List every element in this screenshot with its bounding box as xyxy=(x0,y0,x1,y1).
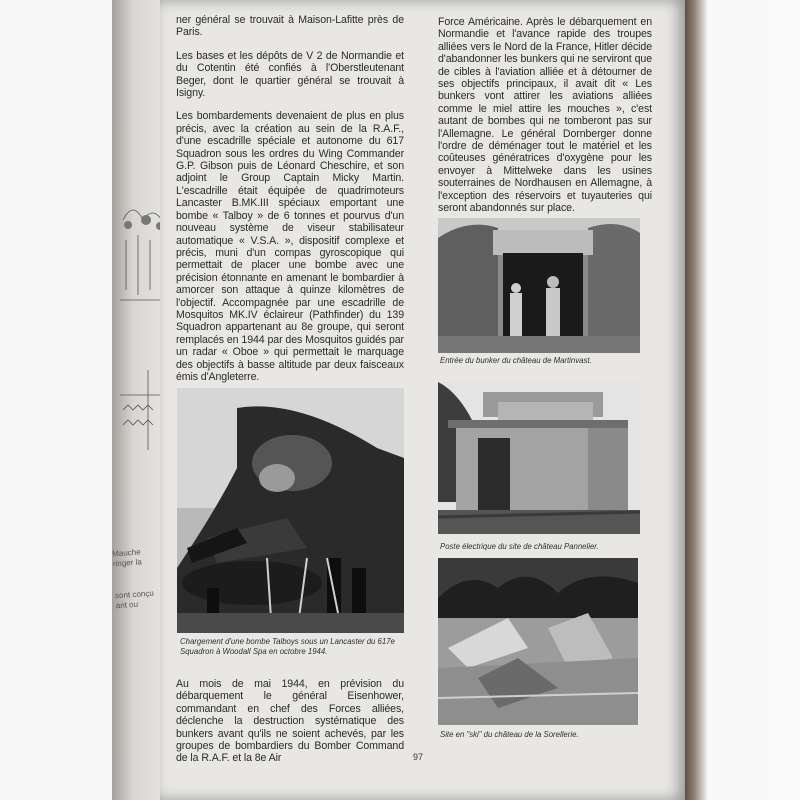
paragraph-1: ner général se trouvait à Maison-Lafitte près de Paris. xyxy=(176,14,404,39)
left-bottom-paragraph: Au mois de mai 1944, en prévision du débarquement le général Eisenhower, commandant en chef des Forces alliées, déclenche la destruction systématique des bunkers avant qu'ils ne soient achevés, par les groupes de bombardiers du Bomber Command de la R.A.F. et la 8e Air xyxy=(176,678,404,765)
page-number: 97 xyxy=(413,752,424,762)
sorellerie-image xyxy=(438,558,638,725)
photo-martinvast xyxy=(438,218,640,353)
paragraph-3: Les bombardements devenaient de plus en plus précis, avec la création au sein de la R.A.F., d'une escadrille spéciale et autonome du 617 Squadron sous les ordres du Wing Commander G.P. Gibson puis de Léonard Cheschire, et son adjoint le Group Captain Micky Martin. L'escadrille était équipée de quadrimoteurs Lancaster B.MK.III spéciaux emportant une bombe « Talboy » de 6 tonnes et pourvus d'un nouveau système de viseur stabilisateur automatique « V.S.A. », dispositif complexe et précis, muni d'un compas gyroscopique qui permettait de placer une bombe avec une précision étonnante en amenant le bombardier à amorcer son attaque à quinze kilomètres de l'objectif. Accompagnée par une escadrille de Mosquitos MK.IV éclaireur (Pathfinder) du 139 Squadron appartenant au 8e groupe, qui seront remplacés en 1944 par des Mosquitos guidés par un radar « Oboe » qui permettait le marquage des objectifs à basse altitude par deux faisceaux émis d'Angleterre. xyxy=(176,110,404,383)
photo-pannelier xyxy=(438,382,640,534)
photo-lancaster xyxy=(177,388,404,633)
caption-lancaster: Chargement d'une bombe Talboys sous un Lancaster du 617e Squadron à Woodall Spa en octobre 1944. xyxy=(180,637,395,656)
paragraph-2: Les bases et les dépôts de V 2 de Normandie et du Cotentin été confiés à l'Oberstleutenant Beger, dont le quartier général se trouvait à Isigny. xyxy=(176,49,404,100)
background-left xyxy=(0,0,120,800)
background-right xyxy=(685,0,800,800)
pannelier-image xyxy=(438,382,640,534)
caption-martinvast: Entrée du bunker du château de Martinvast. xyxy=(440,356,592,365)
lancaster-image xyxy=(177,388,404,633)
prev-page-fragment-1: Mauche xyxy=(112,547,141,559)
caption-sorellerie: Site en "ski" du château de la Sorellerie. xyxy=(440,730,579,739)
prev-page-fragment-3: sont conçu xyxy=(114,588,155,601)
prev-page-fragment-2: ringer la xyxy=(112,557,143,569)
prev-page-fragment-4: ant ou xyxy=(115,599,139,611)
photo-sorellerie xyxy=(438,558,638,725)
left-text-column xyxy=(176,14,404,394)
caption-pannelier: Poste électrique du site de château Pannelier. xyxy=(440,542,599,551)
martinvast-image xyxy=(438,218,640,353)
right-text-column xyxy=(438,16,652,226)
right-paragraph: Force Américaine. Après le débarquement en Normandie et l'avance rapide des troupes alliées vers le Nord de la France, Hitler décide d'abandonner les bunkers qui ne serviront que de cibles à l'aviation alliée et à détourner de ses objectifs principaux, il avait dit « Les bunkers vont attirer les aviations alliées comme le miel attire les mouches », c'est autant de bombes qui ne tomberont pas sur l'Allemagne. Le général Dornberger donne l'ordre de déménager tout le matériel et les coûteuses génératrices d'oxygène pour les envoyer à Mittelweke dans les usines souterraines de Nordhausen en Allemagne, à l'exception des réservoirs et tuyauteries qui seront abandonnés sur place. xyxy=(438,16,652,215)
